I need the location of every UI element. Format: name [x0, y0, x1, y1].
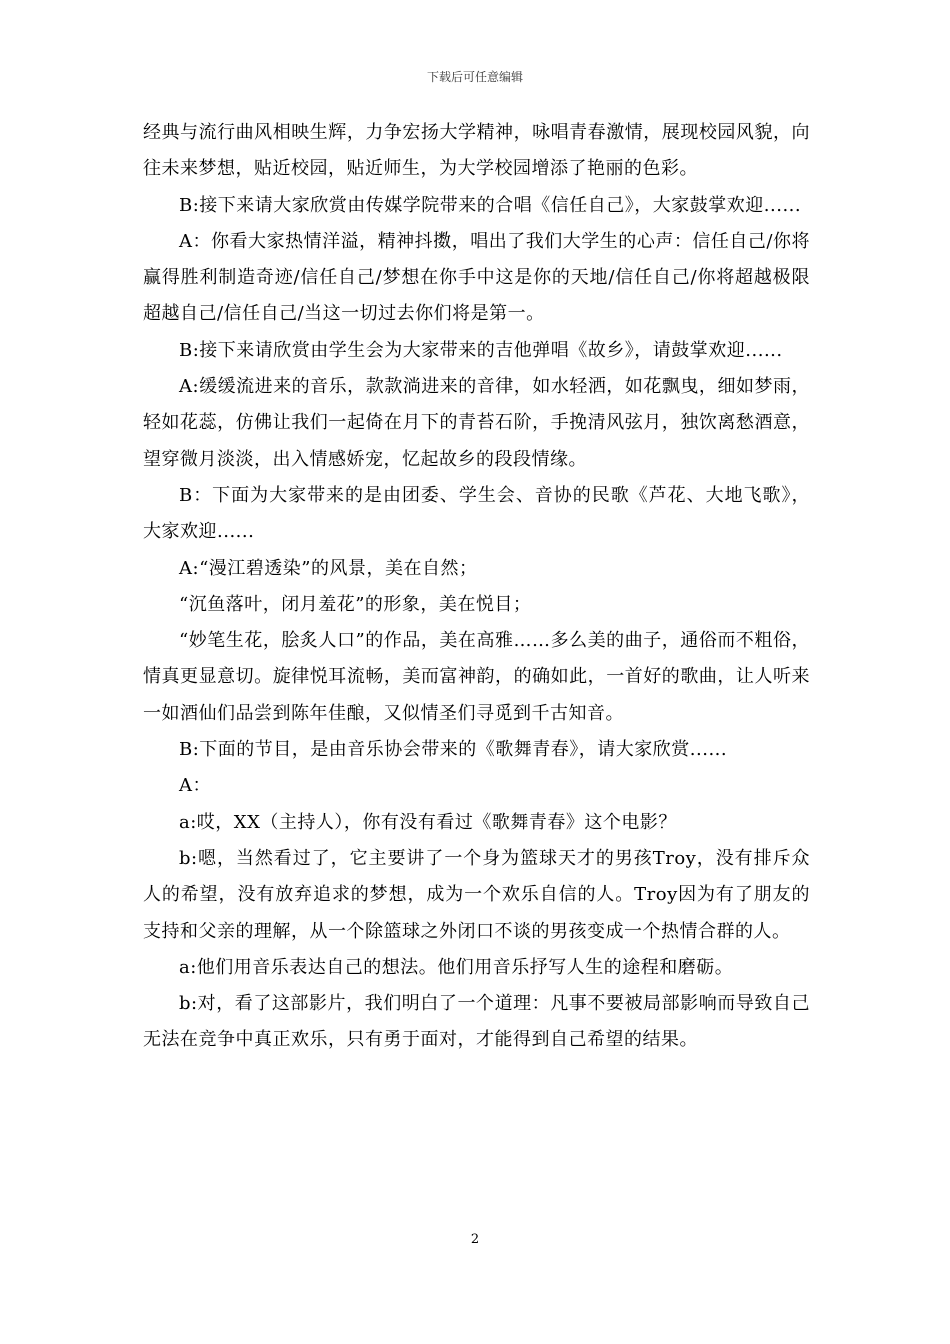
page-header: 下载后可任意编辑 [426, 70, 523, 84]
paragraph: a:哎，XX（主持人），你有没有看过《歌舞青春》这个电影？ [179, 811, 677, 833]
document-body [143, 115, 810, 1059]
paragraph: B:接下来请欣赏由学生会为大家带来的吉他弹唱《故乡》，请鼓掌欢迎...... [179, 339, 783, 361]
paragraph: A：你看大家热情洋溢，精神抖擞，唱出了我们大学生的心声：信任自己/你将赢得胜利制造奇迹/信任自己/梦想在你手中这是你的天地/信任自己/你将超越极限超越自己/信任自己/当这一切过去你们将是第一。 [143, 230, 810, 325]
paragraph: A:“漫江碧透染”的风景，美在自然； [179, 557, 478, 579]
paragraph: B：下面为大家带来的是由团委、学生会、音协的民歌《芦花、大地飞歌》，大家欢迎...... [143, 484, 810, 543]
paragraph: b:对，看了这部影片，我们明白了一个道理：凡事不要被局部影响而导致自己无法在竞争中真正欢乐，只有勇于面对，才能得到自己希望的结果。 [143, 993, 810, 1051]
paragraph: A:缓缓流进来的音乐，款款淌进来的音律，如水轻洒，如花飘曳，细如梦雨，轻如花蕊，仿佛让我们一起倚在月下的青苔石阶，手挽清风弦月，独饮离愁酒意，望穿微月淡淡，出入情感娇宠，忆起故乡的段段情缘。 [143, 376, 810, 470]
paragraph: “妙笔生花，脍炙人口”的作品，美在高雅……多么美的曲子，通俗而不粗俗，情真更显意切。旋律悦耳流畅，美而富神韵，的确如此，一首好的歌曲，让人听来一如酒仙们品尝到陈年佳酿，又似情圣们寻觅到千古知音。 [143, 630, 810, 724]
paragraph: “沉鱼落叶，闭月羞花”的形象，美在悦目； [179, 593, 532, 615]
paragraph: B:下面的节目，是由音乐协会带来的《歌舞青春》，请大家欣赏...... [179, 739, 728, 761]
paragraph: A： [179, 775, 211, 797]
paragraph: 经典与流行曲风相映生辉，力争宏扬大学精神，咏唱青春激情，展现校园风貌，向往未来梦想，贴近校园，贴近师生，为大学校园增添了艳丽的色彩。 [143, 122, 810, 180]
paragraph: a:他们用音乐表达自己的想法。他们用音乐抒写人生的途程和磨砺。 [179, 956, 734, 978]
paragraph: b:嗯，当然看过了，它主要讲了一个身为篮球天才的男孩Troy，没有排斥众人的希望，没有放弃追求的梦想，成为一个欢乐自信的人。Troy因为有了朋友的支持和父亲的理解，从一个除篮球之外闭口不谈的男孩变成一个热情合群的人。 [143, 847, 810, 942]
paragraph: B:接下来请大家欣赏由传媒学院带来的合唱《信任自己》，大家鼓掌欢迎...... [179, 194, 802, 216]
page-number: 2 [470, 1232, 480, 1247]
